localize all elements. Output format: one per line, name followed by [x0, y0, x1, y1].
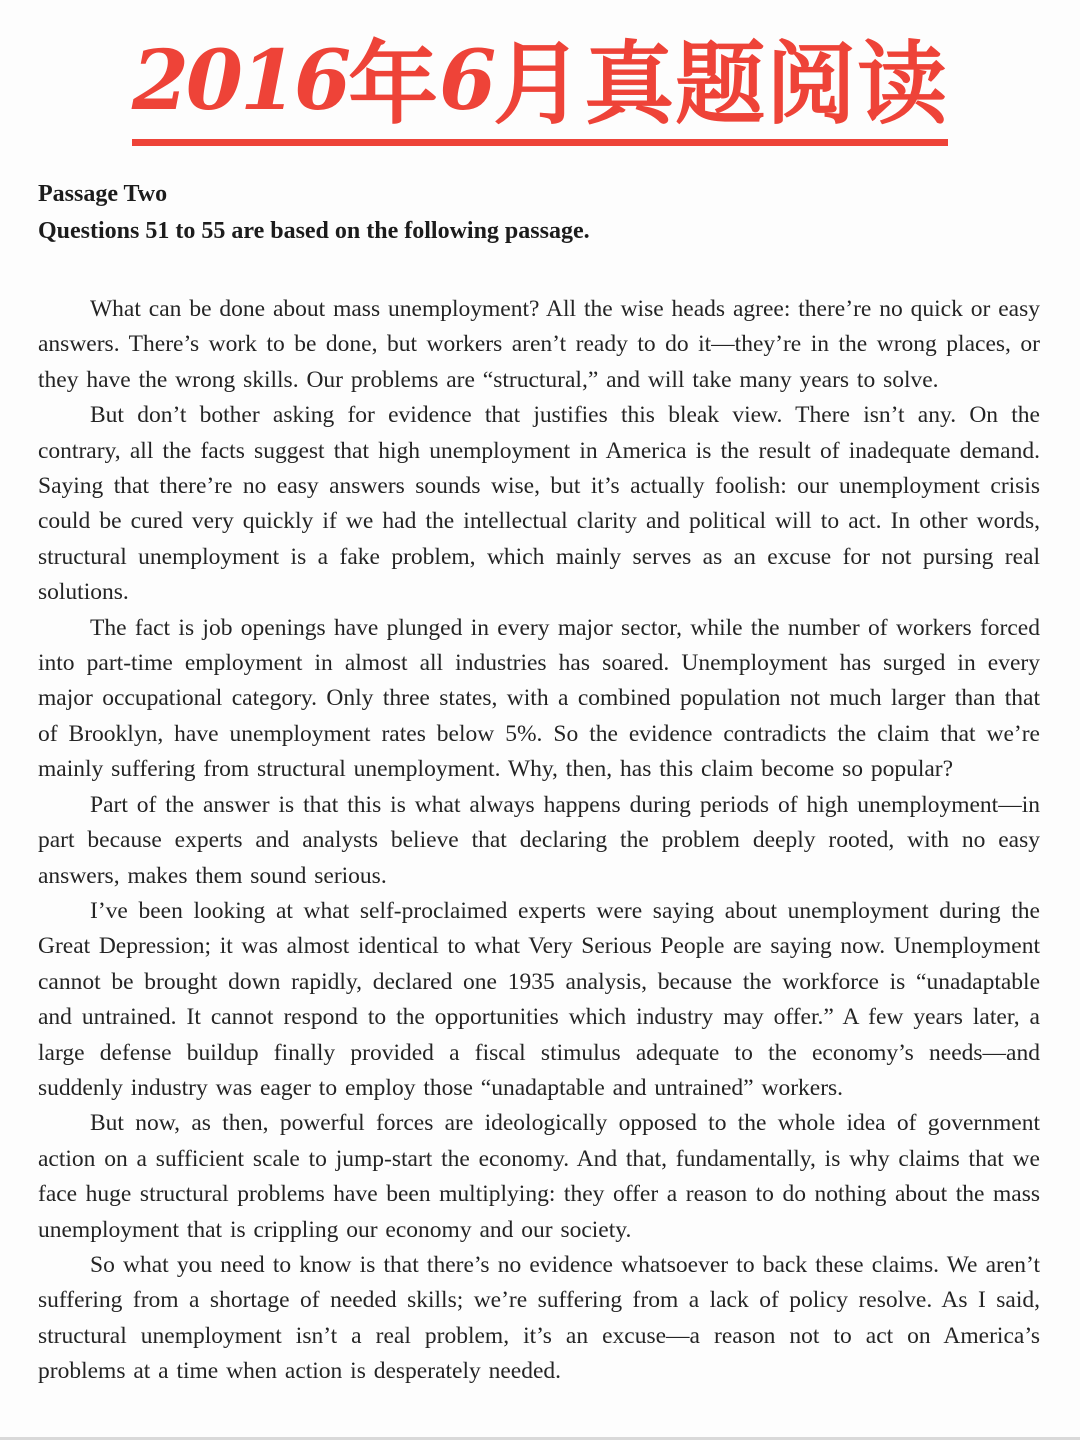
passage-paragraph: I’ve been looking at what self-proclaimed experts were saying about unemployment during the Great Depression; it was almost identical to what Very Serious People are saying now. Unemployment cannot be brought down rapidly, declared one 1935 analysis, because the workforce is “unadaptable and untrained. It cannot respond to the opportunities which industry may offer.” A few years later, a large defense buildup finally provided a fiscal stimulus adequate to the economy’s needs—and suddenly industry was eager to employ those “unadaptable and untrained” workers.	[38, 897, 1040, 1101]
exam-title-label: 月真题阅读	[493, 35, 949, 135]
passage-paragraph: What can be done about mass unemployment? All the wise heads agree: there’re no quick or easy answers. There’s work to be done, but workers aren’t ready to do it—they’re in the wrong places, or they have the wrong skills. Our problems are “structural,” and will take many years to solve.	[38, 296, 1040, 393]
exam-title-month: 6	[439, 33, 494, 129]
passage-paragraph: The fact is job openings have plunged in every major sector, while the number of workers forced into part-time employment in almost all industries has soared. Unemployment has surged in every major occupational category. Only three states, with a combined population not much larger than that of Brooklyn, have unemployment rates below 5%. So the evidence contradicts the claim that we’re mainly suffering from structural unemployment. Why, then, has this claim become so popular?	[38, 614, 1040, 783]
exam-title-year: 2016	[131, 33, 349, 129]
passage-paragraph: But don’t bother asking for evidence that justifies this bleak view. There isn’t any. On the contrary, all the facts suggest that high unemployment in America is the result of inadequate demand. Saying that there’re no easy answers sounds wise, but it’s actually foolish: our unemployment crisis could be cured very quickly if we had the intellectual clarity and political will to act. In other words, structural unemployment is a fake problem, which mainly serves as an excuse for not pursing real solutions.	[38, 402, 1040, 606]
passage-body	[38, 292, 1040, 1390]
passage-heading-block	[38, 176, 1040, 250]
passage-paragraph: But now, as then, powerful forces are ideologically opposed to the whole idea of government action on a sufficient scale to jump-start the economy. And that, fundamentally, is why claims that we face huge structural problems have been multiplying: they offer a reason to do nothing about the mass unemployment that is crippling our economy and our society.	[38, 1110, 1040, 1243]
questions-instruction: Questions 51 to 55 are based on the following passage.	[38, 218, 590, 244]
passage-paragraph: Part of the answer is that this is what always happens during periods of high unemployment—in part because experts and analysts believe that declaring the problem deeply rooted, with no easy answers, makes them sound serious.	[38, 791, 1040, 889]
passage-paragraph: So what you need to know is that there’s no evidence whatsoever to back these claims. We aren’t suffering from a shortage of needed skills; we’re suffering from a lack of policy resolve. As I said, structural unemployment isn’t a real problem, it’s an excuse—a reason not to act on America’s problems at a time when action is desperately needed.	[38, 1251, 1040, 1385]
exam-title-year-char: 年	[348, 35, 440, 135]
title-row	[0, 0, 1080, 146]
exam-title	[131, 33, 949, 146]
passage-label: Passage Two	[38, 181, 168, 207]
